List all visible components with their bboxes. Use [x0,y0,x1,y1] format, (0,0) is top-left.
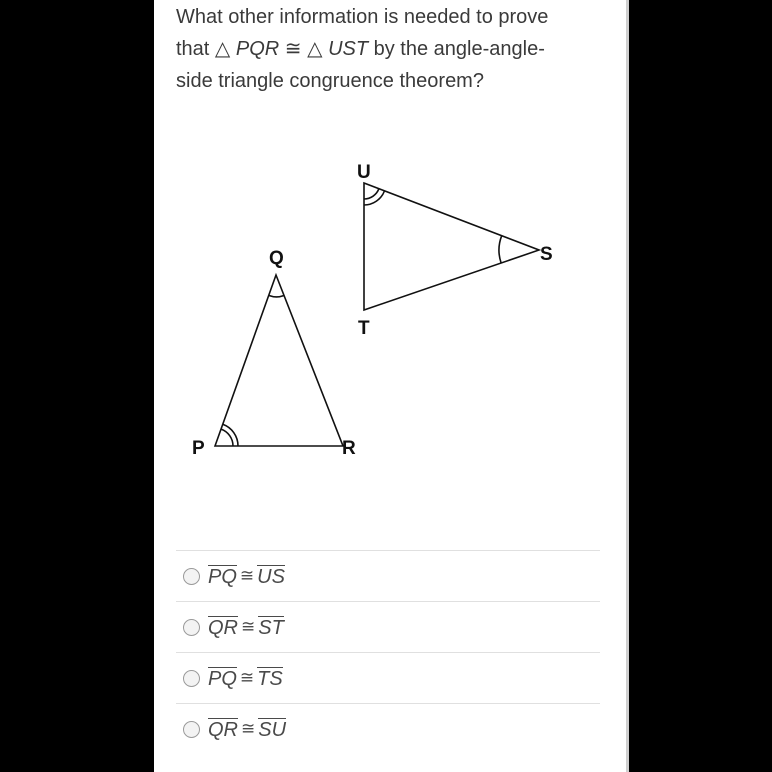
question-line-3: side triangle congruence theorem? [176,70,484,92]
label-t: T [358,318,370,339]
label-u: U [357,162,371,183]
question-rest: by the angle-angle- [368,38,545,60]
panel-edge [626,0,629,772]
question-line-1: What other information is needed to prove [176,6,549,28]
choice-1-expression [208,565,285,587]
angle-s-arc [499,236,502,263]
question-that: that [176,38,215,60]
question-text [176,1,606,97]
label-r: R [342,438,356,459]
segment-pq: PQ [208,668,237,690]
radio-button-2[interactable] [183,619,200,636]
answer-choices [176,550,600,754]
triangles-figure [154,150,626,470]
congruent-symbol: ≅ [241,719,256,738]
segment-us: US [257,566,285,588]
choice-4[interactable] [176,703,600,754]
angle-q-arc [269,296,284,297]
segment-qr: QR [208,617,238,639]
triangle-symbol-2: △ [307,38,323,60]
choice-1[interactable] [176,550,600,601]
segment-qr: QR [208,719,238,741]
segment-su: SU [258,719,287,741]
radio-button-3[interactable] [183,670,200,687]
choice-3[interactable] [176,652,600,703]
radio-button-1[interactable] [183,568,200,585]
label-p: P [192,438,205,459]
label-s: S [540,244,553,265]
congruent-symbol: ≅ [239,668,255,687]
triangle-ust: UST [328,38,369,60]
angle-p-arc-outer [223,424,238,446]
triangle-pqr: PQR [235,38,280,60]
triangle-ust-outline [364,183,539,310]
segment-ts: TS [257,668,283,690]
triangle-pqr-shape [215,275,343,446]
choice-4-expression [208,718,286,740]
segment-st: ST [258,617,284,639]
choice-2[interactable] [176,601,600,652]
question-panel [154,0,626,772]
radio-button-4[interactable] [183,721,200,738]
congruent-symbol: ≅ [241,617,256,636]
triangle-symbol: △ [214,38,231,60]
congruent-symbol: ≅ [239,566,255,585]
angle-p-arc-inner [221,429,233,446]
angle-u-arc-inner [364,189,379,199]
triangle-pqr-outline [215,275,343,446]
label-q: Q [269,248,284,269]
congruent-symbol: ≅ [284,38,302,60]
question-line-2 [176,33,606,65]
choice-2-expression [208,616,284,638]
choice-3-expression [208,667,283,689]
triangle-ust-shape [364,183,539,310]
segment-pq: PQ [208,566,237,588]
